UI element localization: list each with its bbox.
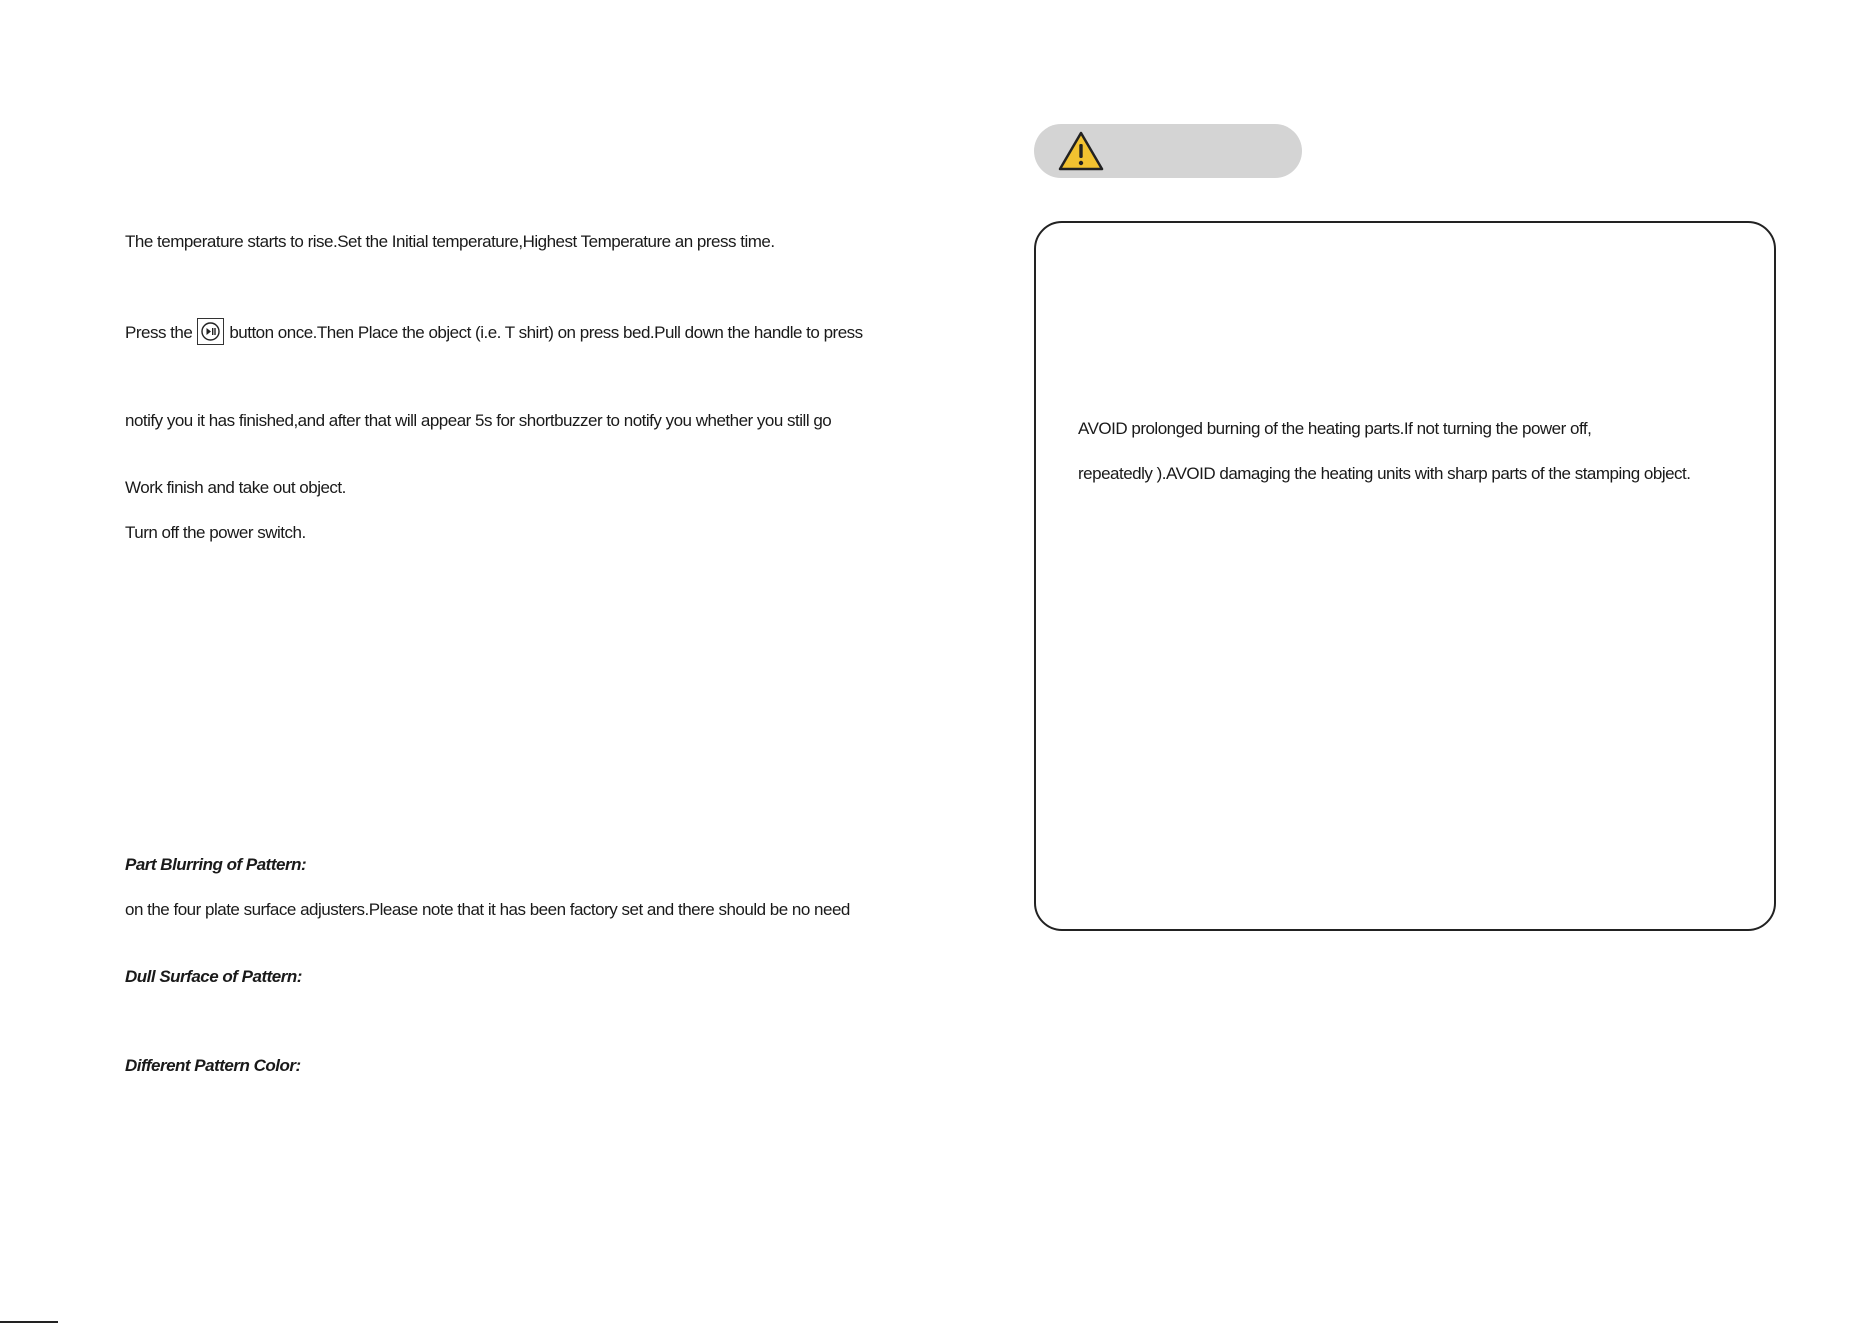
heading-part-blurring: Part Blurring of Pattern: — [125, 855, 307, 874]
step-press-line — [125, 320, 863, 347]
step-press-before-text: Press the — [125, 322, 193, 342]
warning-label-pill — [1034, 124, 1302, 178]
step-press-after-text: button once.Then Place the object (i.e. T shirt) on press bed.Pull down the handle to press — [229, 322, 863, 342]
step-finish-text: Work finish and take out object. — [125, 478, 346, 497]
footer-rule — [0, 1321, 58, 1323]
heading-different-color: Different Pattern Color: — [125, 1056, 301, 1075]
warning-line-1: AVOID prolonged burning of the heating parts.If not turning the power off, — [1078, 419, 1592, 438]
step-notify-text: notify you it has finished,and after that will appear 5s for shortbuzzer to notify you whether you still go — [125, 411, 832, 430]
step-temperature-text: The temperature starts to rise.Set the Initial temperature,Highest Temperature an press time. — [125, 232, 775, 251]
step-power-off-text: Turn off the power switch. — [125, 523, 306, 542]
heading-dull-surface: Dull Surface of Pattern: — [125, 967, 302, 986]
part-blurring-text: on the four plate surface adjusters.Please note that it has been factory set and there should be no need — [125, 900, 850, 919]
play-pause-icon — [197, 318, 224, 345]
right-page — [936, 0, 1872, 1324]
warning-triangle-icon — [1058, 131, 1104, 171]
warning-box — [1034, 221, 1776, 931]
warning-line-2: repeatedly ).AVOID damaging the heating units with sharp parts of the stamping object. — [1078, 464, 1691, 483]
